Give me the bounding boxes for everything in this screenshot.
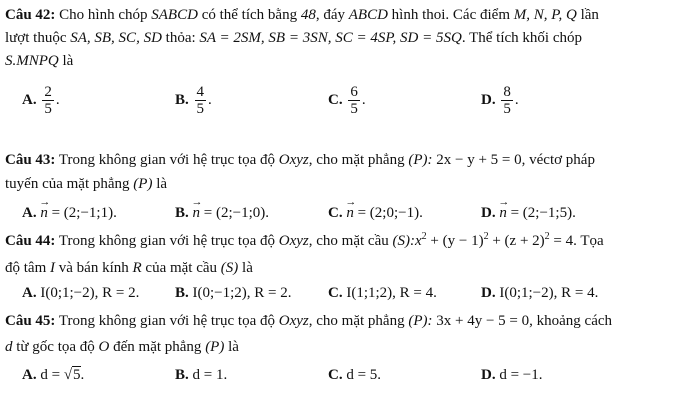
q42-line-1 (5, 5, 683, 25)
option-label: C. (328, 285, 343, 301)
option-label: B. (175, 91, 189, 108)
option-value: d = 5. (346, 367, 382, 383)
q45-option-a[interactable] (22, 364, 84, 386)
q44-eq-z: + (z + 2) (488, 233, 545, 249)
q43-line-1 (5, 150, 683, 170)
q42-text: lượt thuộc (5, 30, 71, 46)
q42-text: , đáy (315, 7, 349, 23)
q42-text: Cho hình chóp (55, 7, 152, 23)
q42-text: là (58, 53, 74, 69)
q42-options (0, 84, 689, 117)
q44-eq-y: + (y − 1) (426, 233, 484, 249)
q42-target-pyramid: S.MNPQ (5, 53, 59, 69)
numerator: 4 (196, 84, 205, 100)
numerator: 6 (350, 84, 358, 100)
q44-line-1 (5, 231, 683, 251)
q45-text: Trong không gian với hệ trục tọa độ (55, 313, 279, 329)
option-label: D. (481, 285, 496, 301)
option-value: = (2;0;−1). (353, 205, 423, 221)
sqrt-radicand: 5 (73, 367, 81, 383)
q43-system: Oxyz (278, 152, 309, 168)
q45-text: , khoảng cách (529, 313, 613, 329)
q45-distance: d (5, 339, 13, 355)
option-label: B. (175, 205, 189, 221)
q42-line-2 (5, 28, 683, 48)
q45-option-c[interactable] (328, 364, 381, 386)
q45-origin: O (98, 339, 110, 355)
q43-options (0, 202, 689, 224)
denominator: 5 (503, 101, 511, 117)
q42-text: thỏa: (161, 30, 200, 46)
q45-plane-ref: (P) (205, 339, 225, 355)
q45-equation: 3x + 4y − 5 = 0 (436, 313, 530, 329)
q44-text: và bán kính (55, 260, 133, 276)
q44-center: I (50, 260, 55, 276)
q44-option-d[interactable] (481, 282, 598, 304)
q43-plane: (P): (408, 152, 433, 168)
q43-equation: 2x − y + 5 = 0 (436, 152, 522, 168)
q42-option-a[interactable]: A. $\frac{2}{5}$ . (22, 84, 60, 117)
q42-volume: 48 (300, 7, 316, 23)
exponent: 2 (544, 231, 550, 242)
q42-text: . Thể tích khối chóp (461, 30, 582, 46)
sqrt-sign: √ (63, 367, 73, 383)
q43-label: Câu 43: (5, 152, 56, 168)
q44-system: Oxyz (278, 233, 309, 249)
q44-option-a[interactable] (22, 282, 139, 304)
q45-option-b[interactable] (175, 364, 227, 386)
option-label: C. (328, 205, 343, 221)
q42-label: Câu 42: (5, 7, 56, 23)
option-value: I(1;1;2), R = 4. (346, 285, 437, 301)
q43-text: tuyến của mặt phẳng (5, 176, 134, 192)
q43-text: , cho mặt phẳng (308, 152, 409, 168)
fraction (348, 84, 360, 117)
q42-text: hình thoi. Các điểm (387, 7, 514, 23)
q43-option-d[interactable] (481, 202, 576, 224)
exponent: 2 (483, 231, 489, 242)
option-value: d = −1. (499, 367, 543, 383)
q43-plane-ref: (P) (133, 176, 153, 192)
denominator: 5 (196, 101, 205, 117)
q45-line-2 (5, 337, 683, 357)
q45-options (0, 364, 689, 386)
fraction (42, 84, 54, 117)
denominator: 5 (350, 101, 358, 117)
vector-n: → n (193, 202, 201, 224)
q43-option-b[interactable] (175, 202, 269, 224)
q42-option-d[interactable]: D. $\frac{8}{5}$ . (481, 84, 519, 117)
option-value: I(0;1;−2), R = 2. (40, 285, 140, 301)
exponent: 2 (421, 231, 427, 242)
q43-text: Trong không gian với hệ trục tọa độ (55, 152, 279, 168)
q42-points: M, N, P, Q (513, 7, 577, 23)
option-value: = (2;−1;1). (47, 205, 117, 221)
q44-eq-rhs: = 4 (549, 233, 574, 249)
q45-text: , cho mặt phẳng (308, 313, 409, 329)
q44-sphere-ref: (S) (220, 260, 239, 276)
denominator: 5 (44, 101, 52, 117)
q42-text: có thể tích bằng (197, 7, 301, 23)
q44-text: . Tọa (573, 233, 604, 249)
q45-plane: (P): (408, 313, 433, 329)
fraction (501, 84, 513, 117)
q42-pyramid: SABCD (151, 7, 198, 23)
q42-base: ABCD (348, 7, 388, 23)
q45-line-1 (5, 311, 683, 331)
q42-option-c[interactable]: C. $\frac{6}{5}$ . (328, 84, 366, 117)
option-label: A. (22, 285, 37, 301)
option-value: I(0;−1;2), R = 2. (192, 285, 292, 301)
q43-text: , véctơ pháp (521, 152, 595, 168)
option-label: A. (22, 91, 37, 108)
q43-option-c[interactable] (328, 202, 423, 224)
q42-edges: SA, SB, SC, SD (70, 30, 162, 46)
option-label: D. (481, 367, 496, 383)
q42-option-b[interactable]: B. $\frac{4}{5}$ . (175, 84, 212, 117)
q42-text: lần (576, 7, 599, 23)
option-value: = (2;−1;0). (200, 205, 270, 221)
option-label: C. (328, 367, 343, 383)
q45-text: từ gốc tọa độ (12, 339, 99, 355)
option-label: A. (22, 205, 37, 221)
vector-n: → n (499, 202, 507, 224)
q43-line-2 (5, 174, 683, 194)
option-label: D. (481, 91, 496, 108)
q45-option-d[interactable] (481, 364, 543, 386)
option-value: d = (40, 367, 64, 383)
option-label: D. (481, 205, 496, 221)
option-label: B. (175, 367, 189, 383)
q44-option-c[interactable] (328, 282, 437, 304)
q42-line-3 (5, 51, 683, 71)
q45-text: là (224, 339, 239, 355)
numerator: 2 (44, 84, 52, 100)
vector-n: → n (346, 202, 354, 224)
option-value: = (2;−1;5). (506, 205, 576, 221)
q45-text: đến mặt phẳng (109, 339, 206, 355)
option-label: C. (328, 91, 343, 108)
q44-text: của mặt cầu (141, 260, 221, 276)
q44-label: Câu 44: (5, 233, 56, 249)
numerator: 8 (503, 84, 511, 100)
q44-line-2 (5, 258, 683, 278)
vector-n: → n (40, 202, 48, 224)
option-value: d = 1. (192, 367, 228, 383)
fraction (195, 84, 207, 117)
option-value: . (80, 367, 85, 383)
option-label: A. (22, 367, 37, 383)
q45-system: Oxyz (278, 313, 309, 329)
q44-options (0, 282, 689, 304)
option-value: I(0;1;−2), R = 4. (499, 285, 599, 301)
q44-radius: R (132, 260, 142, 276)
q44-text: Trong không gian với hệ trục tọa độ (55, 233, 279, 249)
q44-text: độ tâm (5, 260, 50, 276)
q44-sphere: (S): (392, 233, 415, 249)
q45-label: Câu 45: (5, 313, 56, 329)
q43-option-a[interactable] (22, 202, 117, 224)
q43-text: là (152, 176, 168, 192)
q44-text: là (238, 260, 253, 276)
q44-eq-x: x (414, 233, 422, 249)
q44-option-b[interactable] (175, 282, 292, 304)
q44-text: , cho mặt cầu (308, 233, 393, 249)
option-label: B. (175, 285, 189, 301)
q42-ratios: SA = 2SM, SB = 3SN, SC = 4SP, SD = 5SQ (199, 30, 462, 46)
